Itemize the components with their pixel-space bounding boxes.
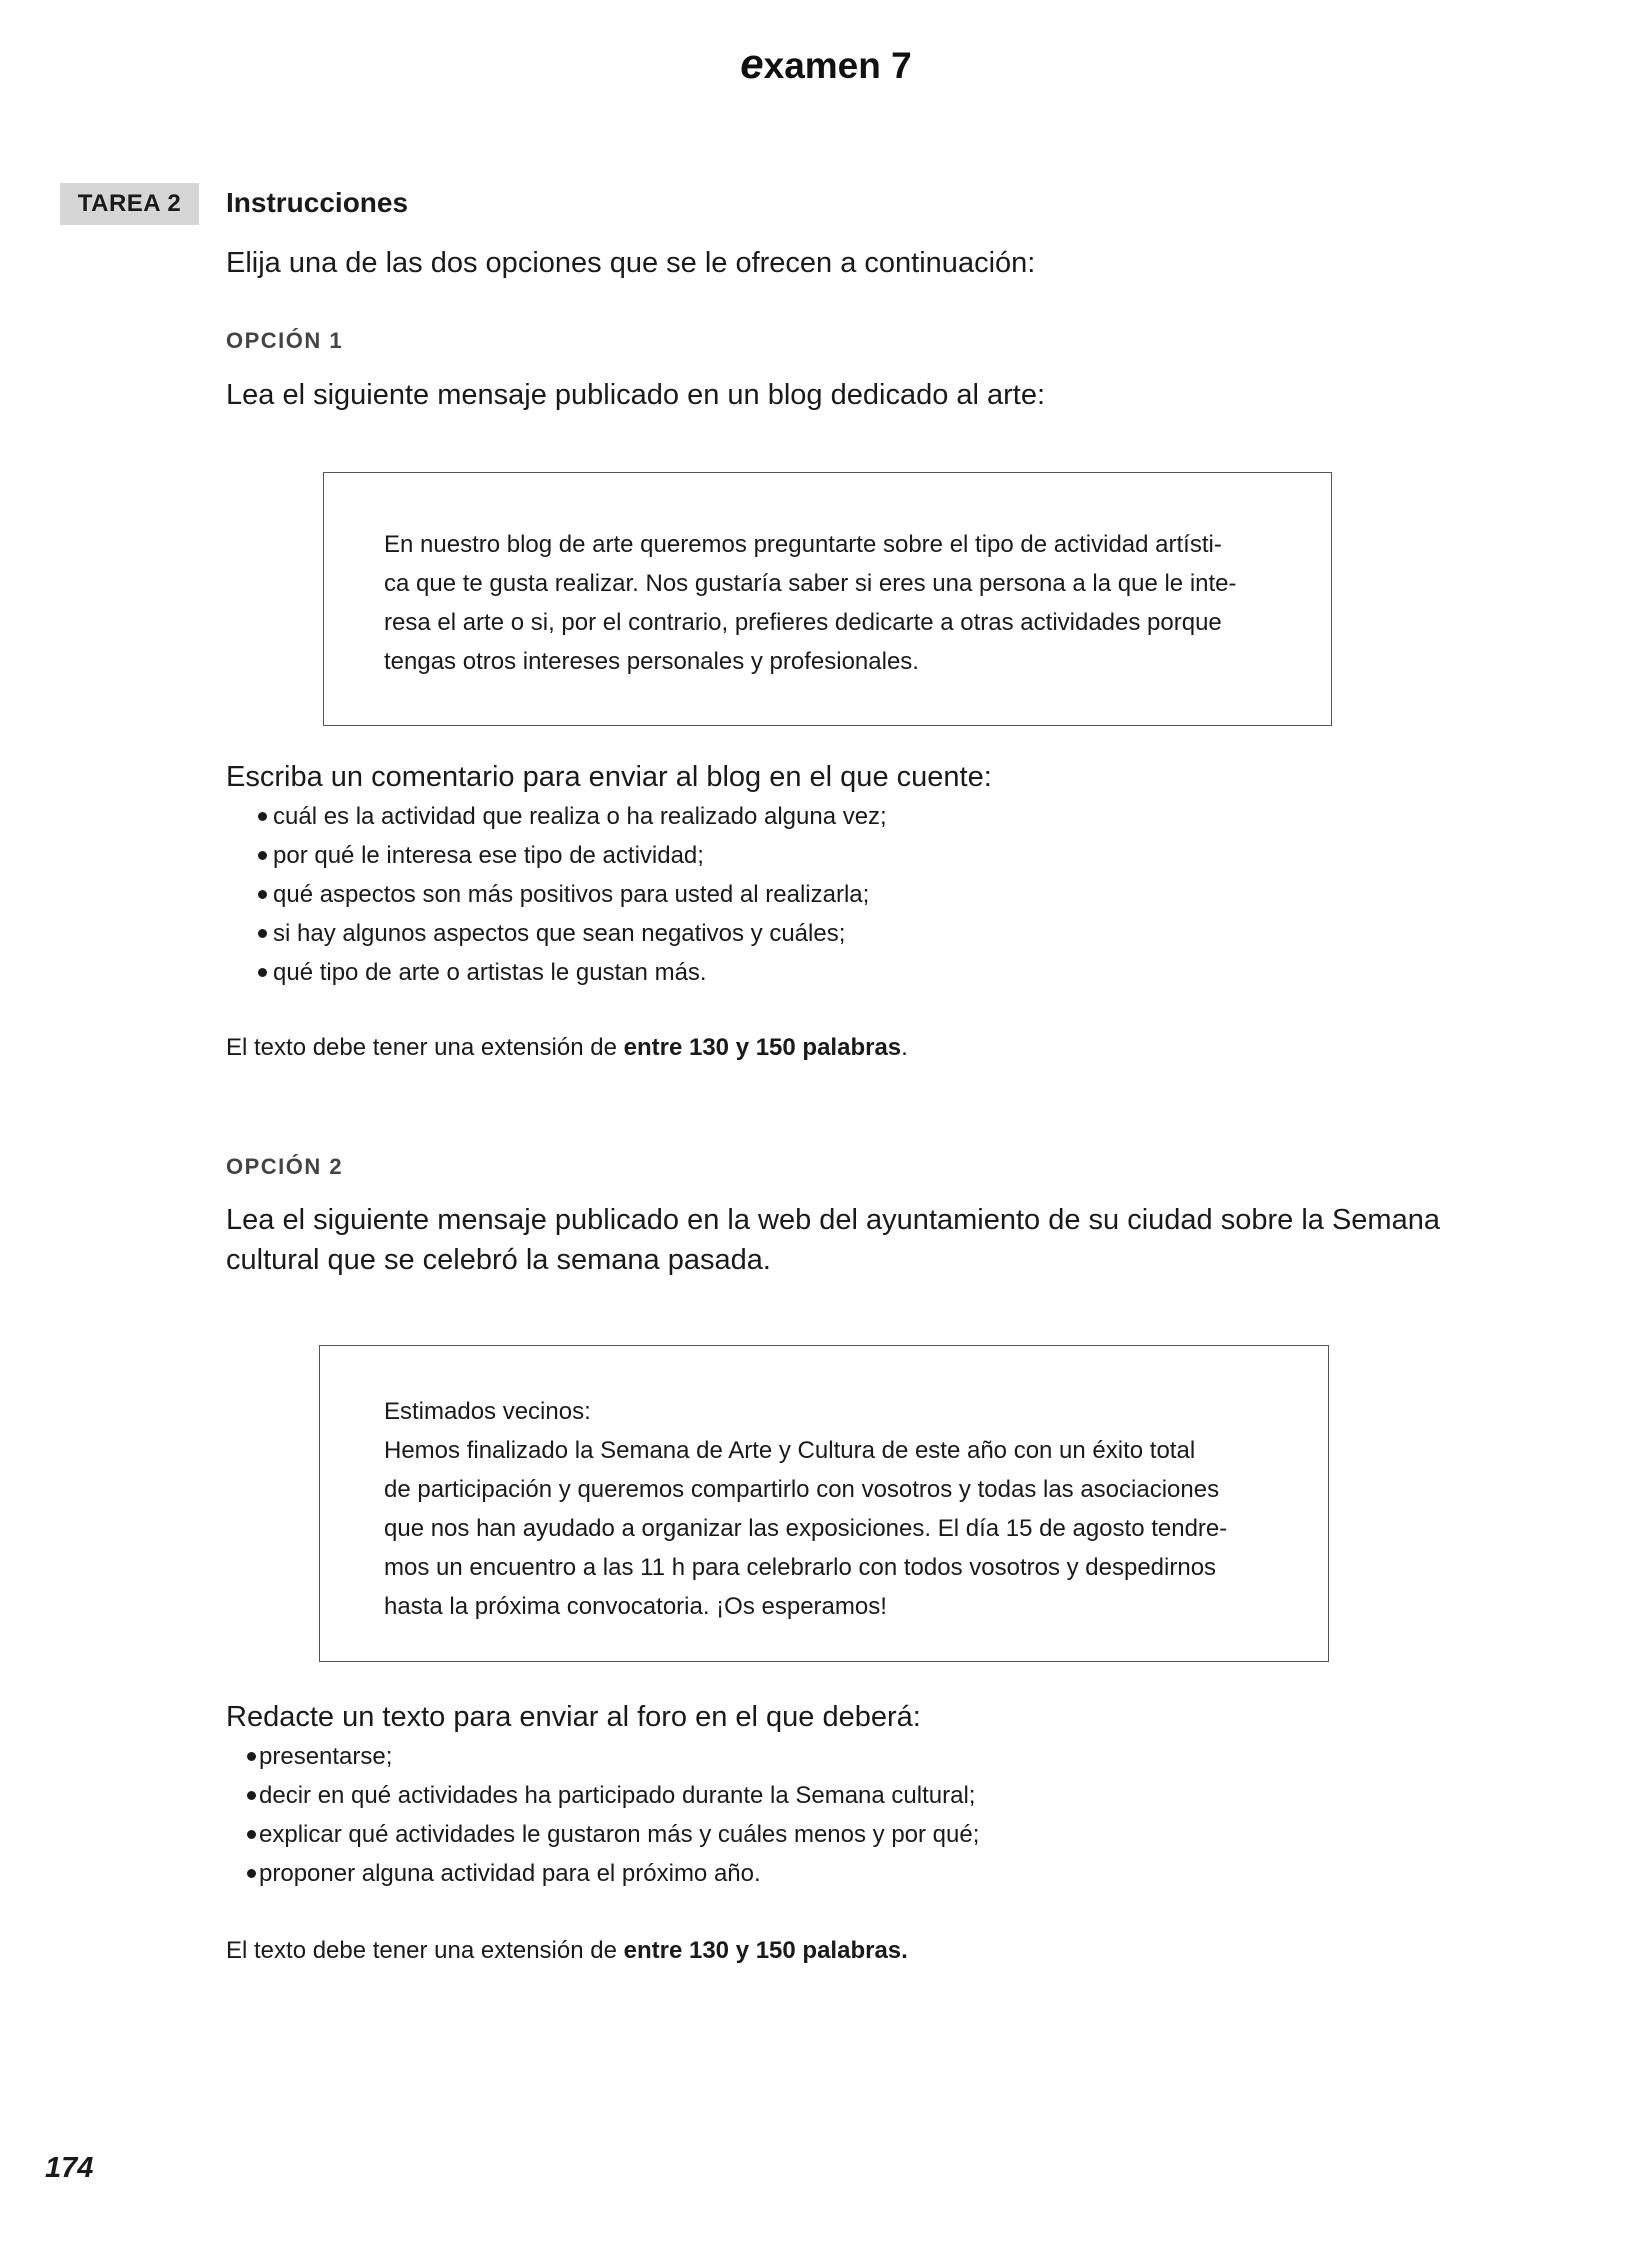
message-line: de participación y queremos compartirlo con vosotros y todas las asociaciones [384, 1476, 1220, 1503]
bullet-icon [247, 1752, 256, 1761]
title-e-letter: e [740, 40, 764, 87]
message-line: Hemos finalizado la Semana de Arte y Cultura de este año con un éxito total [384, 1437, 1196, 1464]
opcion2-bullet-list [247, 1737, 979, 1893]
opcion2-lead [226, 1200, 1440, 1280]
instructions-heading: Instrucciones [226, 187, 409, 218]
bullet-icon [258, 851, 267, 860]
word-range: entre 130 y 150 palabras. [623, 1937, 908, 1964]
lead-line: cultural que se celebró la semana pasada. [226, 1244, 771, 1276]
message-line: Estimados vecinos: [384, 1398, 591, 1425]
opcion1-task: Escriba un comentario para enviar al blog en el que cuente: [226, 761, 992, 793]
list-item: explicar qué actividades le gustaron más y cuáles menos y por qué; [247, 1815, 979, 1854]
instructions-intro: Elija una de las dos opciones que se le ofrecen a continuación: [226, 247, 1036, 279]
bullet-icon [247, 1830, 256, 1839]
opcion1-length-note: El texto debe tener una extensión de entre 130 y 150 palabras. [226, 1034, 908, 1061]
message-line: En nuestro blog de arte queremos preguntarte sobre el tipo de actividad artísti- [384, 531, 1222, 558]
list-item: qué tipo de arte o artistas le gustan más. [258, 953, 887, 992]
page-title [0, 40, 1652, 88]
bullet-icon [258, 890, 267, 899]
list-item: si hay algunos aspectos que sean negativos y cuáles; [258, 914, 887, 953]
opcion2-message-text [384, 1392, 1227, 1626]
lead-line: Lea el siguiente mensaje publicado en la web del ayuntamiento de su ciudad sobre la Semana [226, 1204, 1440, 1236]
list-item: qué aspectos son más positivos para usted al realizarla; [258, 875, 887, 914]
opcion1-label: OPCIÓN 1 [226, 328, 344, 353]
opcion2-length-note: El texto debe tener una extensión de entre 130 y 150 palabras. [226, 1937, 908, 1964]
bullet-icon [258, 968, 267, 977]
title-text: xamen 7 [763, 45, 912, 86]
message-line: tengas otros intereses personales y profesionales. [384, 648, 919, 675]
list-item: por qué le interesa ese tipo de actividad; [258, 836, 887, 875]
message-line: ca que te gusta realizar. Nos gustaría saber si eres una persona a la que le inte- [384, 570, 1237, 597]
opcion1-message-box [323, 472, 1332, 726]
opcion2-message-box [319, 1345, 1329, 1662]
opcion1-lead: Lea el siguiente mensaje publicado en un blog dedicado al arte: [226, 379, 1046, 411]
opcion1-message-text [384, 525, 1237, 681]
message-line: hasta la próxima convocatoria. ¡Os esperamos! [384, 1593, 887, 1620]
bullet-icon [247, 1791, 256, 1800]
opcion2-task: Redacte un texto para enviar al foro en el que deberá: [226, 1701, 921, 1733]
word-range: entre 130 y 150 palabras [623, 1034, 902, 1061]
bullet-icon [258, 929, 267, 938]
bullet-icon [258, 812, 267, 821]
list-item: presentarse; [247, 1737, 979, 1776]
list-item: proponer alguna actividad para el próximo año. [247, 1854, 979, 1893]
message-line: resa el arte o si, por el contrario, prefieres dedicarte a otras actividades porque [384, 609, 1222, 636]
tarea-badge: TAREA 2 [60, 183, 199, 225]
opcion1-bullet-list [258, 797, 887, 992]
opcion2-label: OPCIÓN 2 [226, 1154, 344, 1179]
list-item: decir en qué actividades ha participado durante la Semana cultural; [247, 1776, 979, 1815]
list-item: cuál es la actividad que realiza o ha realizado alguna vez; [258, 797, 887, 836]
page-number: 174 [45, 2152, 94, 2184]
message-line: que nos han ayudado a organizar las exposiciones. El día 15 de agosto tendre- [384, 1515, 1228, 1542]
message-line: mos un encuentro a las 11 h para celebrarlo con todos vosotros y despedirnos [384, 1554, 1217, 1581]
bullet-icon [247, 1869, 256, 1878]
